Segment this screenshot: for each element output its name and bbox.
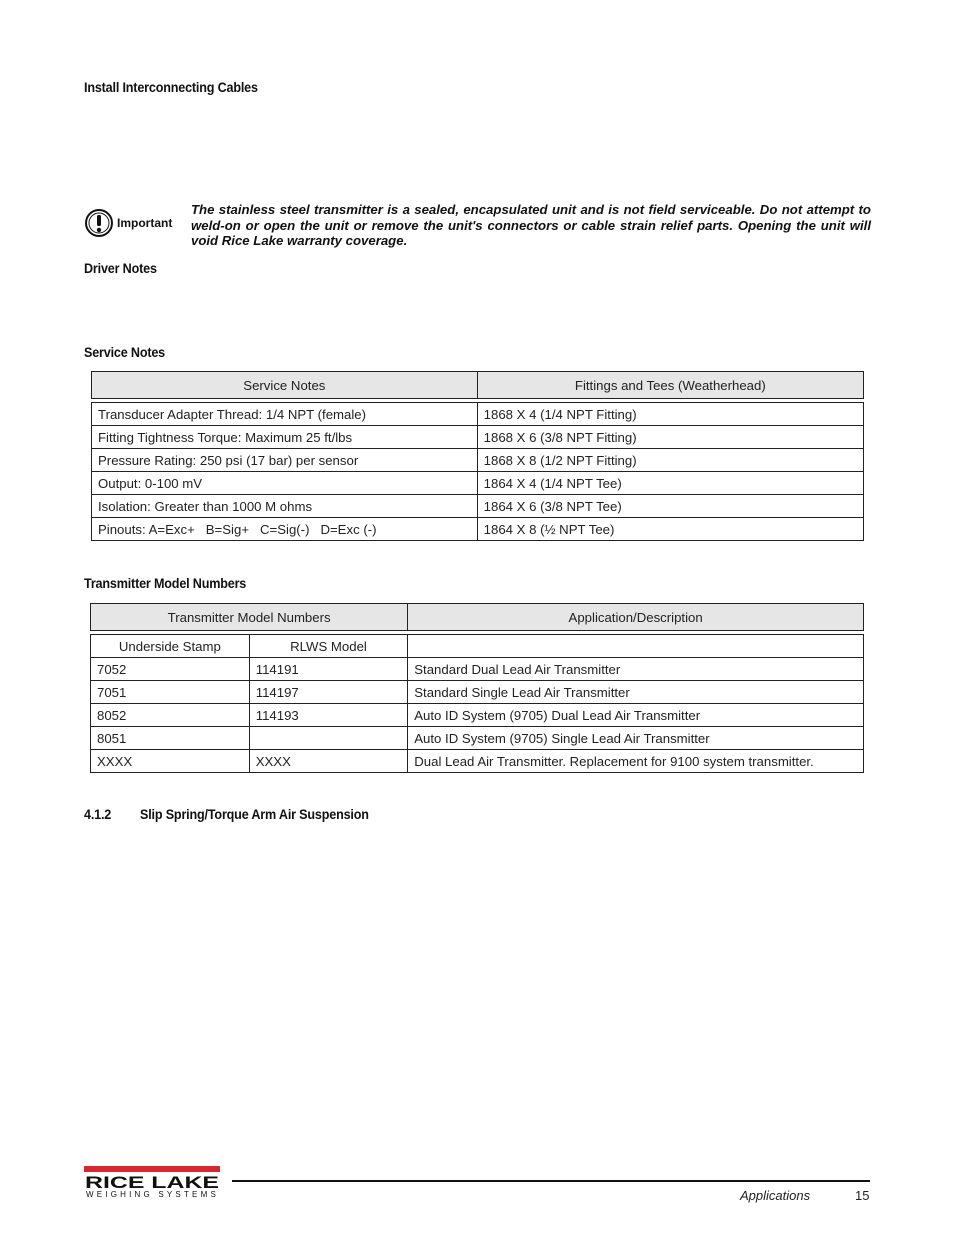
footer-page-number: 15: [855, 1188, 870, 1203]
important-label: Important: [117, 216, 173, 230]
footer-section-name: Applications: [740, 1188, 811, 1203]
table-row: [92, 426, 864, 449]
table-cell: 8052: [91, 704, 250, 727]
heading-transmitter-models: Transmitter Model Numbers: [84, 575, 247, 591]
table-cell: Transducer Adapter Thread: 1/4 NPT (female): [92, 403, 478, 426]
table-row: [91, 727, 864, 750]
table-row: [92, 449, 864, 472]
table-cell: Standard Single Lead Air Transmitter: [408, 681, 864, 704]
table-row: [91, 704, 864, 727]
footer-rule: [232, 1180, 870, 1182]
table-cell: Pinouts: A=Exc+ B=Sig+ C=Sig(-) D=Exc (-): [92, 518, 478, 541]
table-cell: 7052: [91, 658, 250, 681]
table-cell: Dual Lead Air Transmitter. Replacement for 9100 system transmitter.: [408, 750, 864, 773]
table-cell: 114193: [249, 704, 408, 727]
table-cell: 1868 X 4 (1/4 NPT Fitting): [477, 403, 863, 426]
table-cell: Auto ID System (9705) Single Lead Air Transmitter: [408, 727, 864, 750]
table-header-cell: Service Notes: [92, 372, 478, 399]
table-cell: [408, 635, 864, 658]
table-cell: Fitting Tightness Torque: Maximum 25 ft/lbs: [92, 426, 478, 449]
table-subheader-cell: RLWS Model: [249, 635, 408, 658]
table-cell: 7051: [91, 681, 250, 704]
transmitter-models-table: [90, 603, 864, 773]
table-cell: XXXX: [91, 750, 250, 773]
table-cell: Standard Dual Lead Air Transmitter: [408, 658, 864, 681]
table-cell: Pressure Rating: 250 psi (17 bar) per sensor: [92, 449, 478, 472]
table-cell: 8051: [91, 727, 250, 750]
important-note-text: The stainless steel transmitter is a sealed, encapsulated unit and is not field serviceable. Do not attempt to weld-on or open the unit or remove the unit's connectors or cable strain relief parts. Opening the unit will void Rice Lake warranty coverage.: [191, 202, 871, 249]
table-header-cell: Application/Description: [408, 604, 864, 631]
table-row: [92, 472, 864, 495]
table-cell: XXXX: [249, 750, 408, 773]
table-header-cell: Transmitter Model Numbers: [91, 604, 408, 631]
table-cell: Output: 0-100 mV: [92, 472, 478, 495]
important-exclamation-icon: [84, 208, 114, 238]
table-row: [92, 403, 864, 426]
section-number: 4.1.2: [84, 806, 112, 822]
table-cell: 1864 X 4 (1/4 NPT Tee): [477, 472, 863, 495]
table-header-cell: Fittings and Tees (Weatherhead): [477, 372, 863, 399]
table-row: [91, 681, 864, 704]
service-notes-table: [91, 371, 864, 541]
table-cell: Isolation: Greater than 1000 M ohms: [92, 495, 478, 518]
table-header-row: [91, 604, 864, 631]
table-cell: 1868 X 6 (3/8 NPT Fitting): [477, 426, 863, 449]
table-cell: 114197: [249, 681, 408, 704]
table-cell: 1868 X 8 (1/2 NPT Fitting): [477, 449, 863, 472]
section-title: Slip Spring/Torque Arm Air Suspension: [140, 806, 369, 822]
table-subheader-cell: Underside Stamp: [91, 635, 250, 658]
table-cell: Auto ID System (9705) Dual Lead Air Transmitter: [408, 704, 864, 727]
table-cell: 1864 X 6 (3/8 NPT Tee): [477, 495, 863, 518]
logo-wordmark: RICE LAKE: [85, 1173, 219, 1190]
table-row: [91, 750, 864, 773]
table-row: [91, 658, 864, 681]
table-row: [92, 495, 864, 518]
logo-subtext: WEIGHING SYSTEMS: [86, 1190, 219, 1199]
table-cell: 1864 X 8 (½ NPT Tee): [477, 518, 863, 541]
rice-lake-logo: [84, 1166, 224, 1190]
table-row: [92, 518, 864, 541]
heading-driver-notes: Driver Notes: [84, 260, 157, 276]
table-subheader-row: [91, 635, 864, 658]
heading-install-cables: Install Interconnecting Cables: [84, 79, 258, 95]
table-cell: [249, 727, 408, 750]
table-cell: 114191: [249, 658, 408, 681]
heading-service-notes: Service Notes: [84, 344, 166, 360]
table-header-row: [92, 372, 864, 399]
